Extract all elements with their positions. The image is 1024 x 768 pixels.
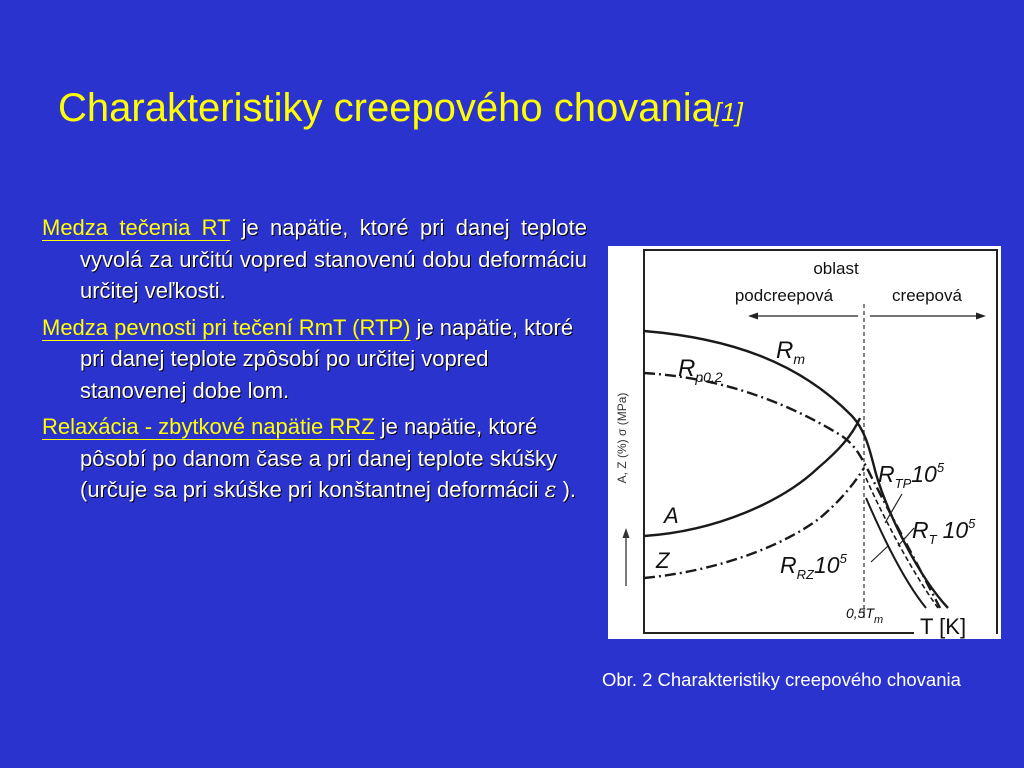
rtp-label-base: R: [878, 461, 895, 487]
a-label: A: [664, 503, 679, 528]
y-axis-label: A, Z (%) σ (MPa): [615, 392, 629, 484]
rt-label-sub: T: [928, 532, 937, 547]
term-creep-rupture-strength: Medza pevnosti pri tečení RmT (RTP): [42, 314, 411, 340]
rrz-leader: [871, 546, 888, 562]
rp02-label-base: R: [678, 355, 696, 382]
definition-relaxation: [42, 411, 587, 507]
figure-caption: Obr. 2 Charakteristiky creepového chovania: [602, 669, 961, 690]
region-subcreep-label: podcreepová: [734, 286, 834, 305]
region-creep-label: creepová: [892, 286, 962, 305]
creep-diagram: [608, 246, 1001, 639]
rrz-label: [780, 551, 848, 582]
definitions-text: [42, 212, 587, 512]
definition-creep-limit: [42, 212, 587, 307]
threshold-label-base: 0,5T: [846, 605, 875, 621]
rm-label-sub: m: [793, 351, 806, 367]
rt-label-num: 10: [942, 517, 969, 543]
title-reference: [1]: [713, 97, 743, 127]
rrz-label-sub: RZ: [796, 567, 814, 582]
term-relaxation: Relaxácia - zbytkové napätie RRZ: [42, 414, 375, 439]
x-axis-label: T [K]: [920, 614, 967, 639]
rtp-label-sup: 5: [936, 460, 945, 475]
rrz-label-num: 10: [813, 552, 840, 578]
definition-relaxation-end: ).: [556, 477, 577, 502]
rt-label-sup: 5: [968, 516, 976, 531]
epsilon-symbol: ε: [544, 478, 557, 503]
subcreep-arrowhead: [748, 313, 758, 320]
rm-label: [776, 337, 805, 367]
rtp-label: [878, 460, 945, 491]
rtp-label-sub: TP: [894, 476, 912, 491]
creep-characteristics-figure: [608, 246, 1001, 639]
z-label: Z: [656, 548, 670, 573]
slide-title: [58, 86, 958, 131]
rrz-label-base: R: [780, 552, 797, 578]
rrz-label-sup: 5: [839, 551, 847, 566]
rtp-label-num: 10: [911, 461, 937, 487]
creep-arrowhead: [976, 313, 986, 320]
definition-creep-rupture-strength: [42, 312, 587, 407]
definition-creep-rupture-strength-text: je napätie, ktoré pri danej teplote zpôsobí po určitej vopred stanovenej dobe lom.: [80, 314, 574, 403]
rp02-label: [678, 355, 723, 385]
rt-curve: [866, 478, 938, 608]
term-creep-limit: Medza tečenia RT: [42, 215, 231, 240]
threshold-label-sub: m: [874, 614, 884, 626]
rt-label: [912, 516, 976, 547]
rm-label-base: R: [776, 337, 794, 364]
rp02-label-sub: p0,2: [695, 369, 723, 385]
rt-label-base: R: [912, 517, 929, 543]
definition-relaxation-text: je napätie, ktoré pôsobí po danom čase a pri danej teplote skúšky (určuje sa pri skúške pri konštantnej deformácii: [80, 414, 557, 502]
rrz-curve: [866, 498, 926, 608]
y-axis-arrowhead: [623, 528, 630, 538]
title-main: Charakteristiky creepového chovania: [58, 86, 714, 130]
threshold-label: [846, 605, 883, 626]
region-label: oblast: [813, 259, 859, 278]
definition-creep-limit-text: je napätie, ktoré pri danej teplote vyvolá za určitú vopred stanovenú dobu deformáciu určitej veľkosti.: [80, 215, 587, 303]
